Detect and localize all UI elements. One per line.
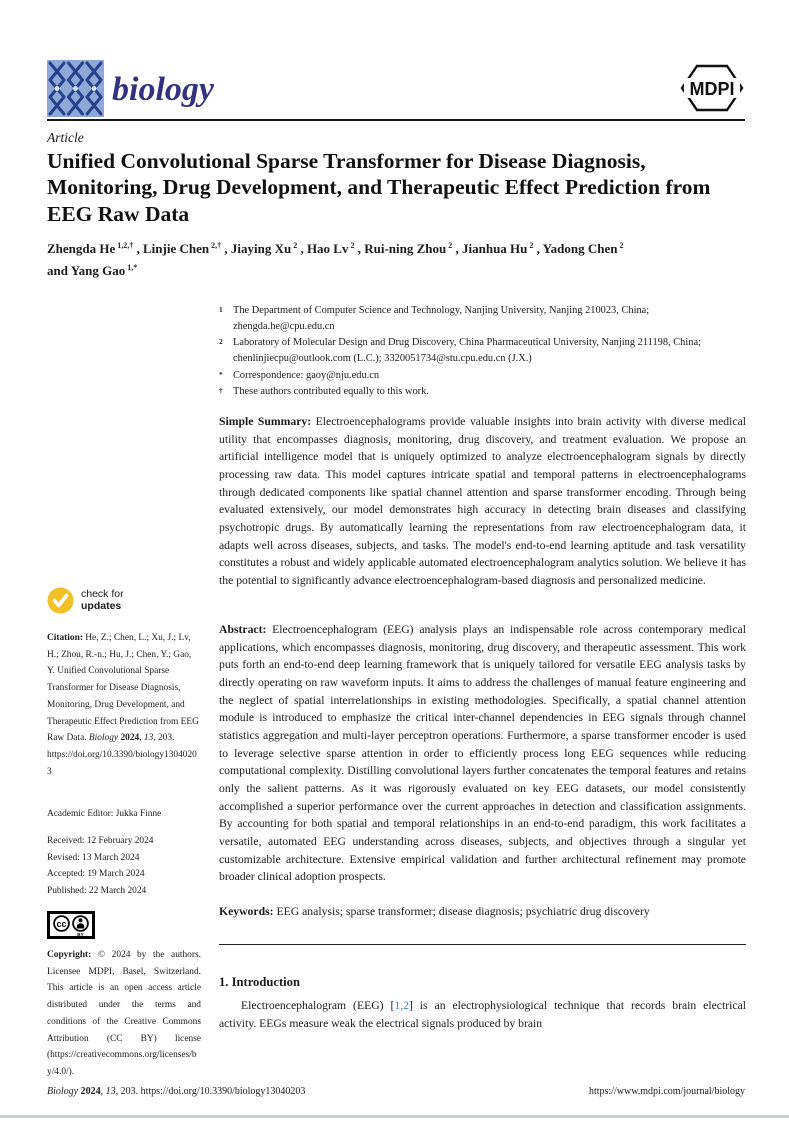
author-sup: 2 — [529, 240, 534, 250]
footer-journal: Biology — [47, 1086, 79, 1097]
footer-volume: , 13 — [100, 1086, 116, 1097]
author-name: , Hao Lv — [300, 241, 349, 256]
affiliation-marker: * — [219, 369, 223, 379]
author-name: , Linjie Chen — [136, 241, 210, 256]
mdpi-wordmark: MDPI — [689, 79, 735, 99]
citation-doi-link[interactable]: https://doi.org/10.3390/biology13040203 — [47, 750, 197, 777]
bottom-bar — [0, 1115, 789, 1118]
author-sup: 1,2,† — [117, 240, 134, 250]
reference-link-1-2[interactable]: 1,2 — [394, 999, 409, 1012]
abstract-label: Abstract: — [219, 623, 267, 636]
citation-body: He, Z.; Chen, L.; Xu, J.; Lv, H.; Zhou, R.-n.; Hu, J.; Chen, Y.; Gao, Y. Unified Convolutional Sparse Transformer for Disease Diagnosis, Monitoring, Drug Development, and Therapeutic Effect Prediction from EEG Raw Data. — [47, 633, 199, 744]
date-accepted: Accepted: 19 March 2024 — [47, 869, 145, 880]
footer-journal-url[interactable]: https://www.mdpi.com/journal/biology — [588, 1086, 745, 1097]
affiliation-row — [219, 384, 746, 400]
keywords-text: EEG analysis; sparse transformer; disease diagnosis; psychiatric drug discovery — [273, 905, 650, 918]
author-sup: 2 — [350, 240, 355, 250]
citation-journal: Biology — [88, 733, 119, 744]
author-name: and Yang Gao — [47, 263, 126, 279]
badge-line2: updates — [81, 599, 122, 612]
simple-summary-label: Simple Summary: — [219, 415, 312, 428]
citation-year: 2024 — [118, 733, 140, 744]
footer-citation — [47, 1086, 305, 1097]
author-name: , Jianhua Hu — [455, 241, 528, 256]
affiliation-marker: † — [219, 385, 223, 395]
mdpi-logo — [679, 63, 745, 113]
keywords-divider — [219, 944, 746, 945]
by-glyph: BY — [77, 932, 84, 937]
intro-text-pre: Electroencephalogram (EEG) [ — [241, 999, 395, 1012]
keywords-label: Keywords: — [219, 905, 274, 918]
badge-line1: check for — [81, 587, 124, 600]
check-for-updates-badge[interactable] — [47, 587, 124, 614]
cc-by-license-badge[interactable] — [47, 911, 95, 939]
affiliations-block — [219, 303, 746, 400]
dates-block — [47, 833, 201, 900]
biology-journal-logo-icon — [47, 60, 104, 117]
author-name: , Jiaying Xu — [224, 241, 292, 256]
footer-year: 2024 — [78, 1086, 101, 1097]
affiliation-row — [219, 335, 746, 367]
affiliation-row — [219, 368, 746, 384]
affiliation-row — [219, 303, 746, 335]
affiliation-text: Laboratory of Molecular Design and Drug Discovery, China Pharmaceutical University, Nanjing 211198, China; chenlinjiecpu@outlook.com (L.C.); 3320051734@stu.cpu.edu.cn (J.X.) — [233, 337, 701, 365]
affiliation-text: Correspondence: gaoy@nju.edu.cn — [233, 369, 380, 381]
author-list — [47, 238, 749, 282]
author-name: Zhengda He — [47, 241, 116, 256]
check-icon — [47, 587, 74, 614]
author-name: , Yadong Chen — [536, 241, 618, 256]
section-heading-introduction: 1. Introduction — [219, 975, 300, 989]
affiliation-text: The Department of Computer Science and Technology, Nanjing University, Nanjing 210023, China; zhengda.he@cpu.edu.cn — [233, 305, 650, 333]
article-title: Unified Convolutional Sparse Transformer for Disease Diagnosis, Monitoring, Drug Development, and Therapeutic Effect Prediction from EEG Raw Data — [47, 149, 711, 226]
copyright-notice — [47, 947, 201, 1081]
abstract — [219, 621, 746, 886]
footer-doi: , 203. https://doi.org/10.3390/biology13040203 — [115, 1086, 306, 1097]
copyright-text: © 2024 by the authors. Licensee MDPI, Basel, Switzerland. This article is an open access article distributed under the terms and conditions of the Creative Commons Attribution (CC BY) license (https://creativecommons.org/licenses/by/4.0/). — [47, 950, 201, 1078]
introduction-paragraph — [219, 997, 746, 1032]
copyright-label: Copyright: — [47, 950, 92, 960]
abstract-text: Electroencephalogram (EEG) analysis plays an indispensable role across contemporary medical applications, which encompasses diagnosis, monitoring, drug discovery, and therapeutic assessment. This work puts forth an end-to-end deep learning framework that is uniquely tailored for versatile EEG analysis tasks by directly operating on raw waveform inputs. It aims to address the challenges of manual feature engineering and the neglect of spatial interrelationships in existing methodologies. Specifically, a spatial channel attention module is introduced to emphasize the critical inter-channel dependencies in EEG signals through channel statistics aggregation and multi-layer perceptron operations. Furthermore, a sparse transformer encoder is used to leverage selective sparse attention in order to efficiently process long EEG sequences while reducing computational complexity. Distilling convolutional layers further concatenates the temporal features and retains only the salient patterns. As it was rigorously evaluated on key EEG datasets, our model consistently accomplished a superior performance over the current approaches in detection and classification assignments. By accounting for both spatial and temporal relationships in an end-to-end paradigm, this work facilitates a versatile, automated EEG understanding across diseases, subjects, and objectives through a singular yet customizable architecture. Extensive empirical validation and further architectural refinement may promote broader clinical adoption prospects. — [219, 623, 746, 884]
citation-label: Citation: — [47, 633, 83, 643]
keywords — [219, 903, 746, 921]
page-footer — [47, 1086, 745, 1097]
affiliation-marker: 2 — [219, 337, 223, 347]
date-received: Received: 12 February 2024 — [47, 836, 154, 846]
author-sup: 2,† — [211, 240, 222, 250]
academic-editor: Academic Editor: Jukka Finne — [47, 809, 162, 819]
simple-summary-text: Electroencephalograms provide valuable insights into brain activity with diverse medical utility that encompasses diagnosis, monitoring, drug discovery, and treatment evaluation. We propose an artificial intelligence model that is uniquely optimized to analyze electroencephalogram signals by directly processing raw data. This model captures intricate spatial and temporal patterns in electroencephalograms through dedicated components like spatial channel attention and sparse transformer encoding. Through being evaluated extensively, our model demonstrates high accuracy in detecting brain diseases and classifying psychotropic drugs. By automatically learning the representations from raw electroencephalogram data, it adapts well across diseases, subjects, and tasks. The model's end-to-end learning aptitude and task versatility constitutes a robust and widely applicable automated electroencephalogram analytics solution. We believe it has the potential to significantly advance electroencephalogram-based diagnosis and personalized medicine. — [219, 415, 747, 587]
author-sup: 2 — [448, 240, 453, 250]
intro-text-post: ] is an electrophysiological technique that records brain electrical activity. EEGs measure weak the electrical signals produced by brain — [219, 999, 747, 1030]
author-name: , Rui-ning Zhou — [357, 241, 447, 256]
citation-volume: , 13 — [139, 733, 154, 744]
date-revised: Revised: 13 March 2024 — [47, 852, 140, 863]
article-type-label: Article — [47, 130, 84, 145]
cc-glyph: cc — [56, 918, 67, 929]
author-sup: 2 — [293, 240, 298, 250]
affiliation-text: These authors contributed equally to this work. — [233, 385, 429, 397]
author-sup: 2 — [619, 240, 624, 250]
date-published: Published: 22 March 2024 — [47, 886, 147, 897]
journal-name: biology — [112, 71, 214, 108]
check-for-updates-label — [81, 589, 124, 612]
citation-pages: , 203. — [153, 733, 175, 744]
author-sup: 1,* — [127, 262, 138, 272]
affiliation-marker: 1 — [219, 305, 223, 314]
citation-block — [47, 630, 201, 781]
header-rule — [47, 119, 745, 121]
simple-summary — [219, 413, 746, 590]
